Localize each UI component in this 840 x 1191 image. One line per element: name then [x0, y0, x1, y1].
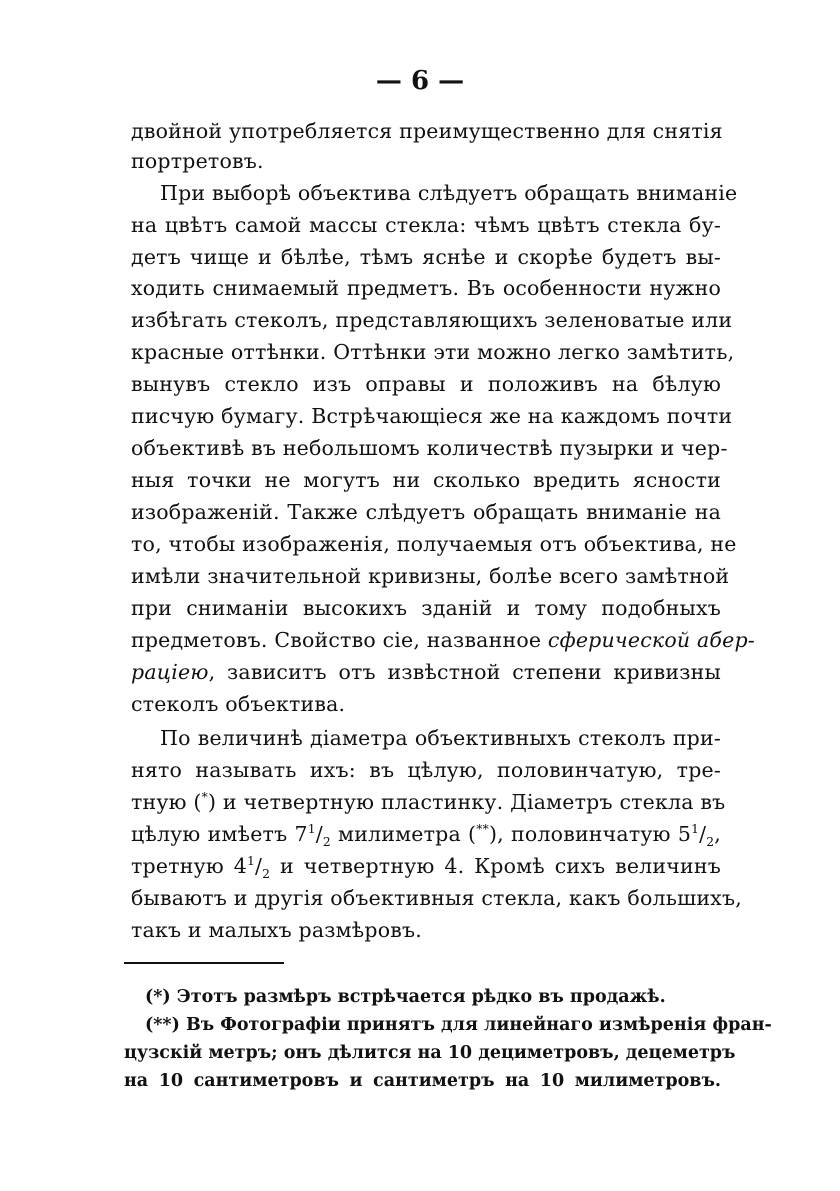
- page-number: — 6 —: [375, 66, 465, 96]
- text-line: третную $4^1/_2$ и четвертную 4. Кромѣ сихъ величинъ: [131, 854, 721, 882]
- footnote-2-line: [145, 1011, 772, 1039]
- text-span: тную (: [131, 790, 202, 814]
- text-line: при сниманіи высокихъ зданій и тому подобныхъ: [131, 596, 721, 620]
- text-line: ныя точки не могутъ ни сколько вредить ясности: [131, 468, 721, 492]
- footnote-2-line: на 10 сантиметровъ и сантиметръ на 10 милиметровъ.: [124, 1071, 721, 1091]
- text-line: объективѣ въ небольшомъ количествѣ пузырки и чер-: [131, 436, 728, 460]
- text-line: [131, 625, 755, 655]
- text-span: милиметра (: [330, 822, 477, 846]
- text-span: ,: [714, 822, 721, 846]
- footnote-separator: [124, 962, 284, 964]
- text-line: писчую бумагу. Встрѣчающіеся же на каждомъ почти: [131, 404, 733, 428]
- text-line: то, чтобы изображенія, получаемыя отъ объектива, не: [131, 532, 737, 556]
- footnote-text: Этотъ размѣръ встрѣчается рѣдко въ продажѣ.: [170, 987, 666, 1007]
- text-line: [131, 787, 726, 817]
- text-line: ходить снимаемый предметъ. Въ особенности нужно: [131, 276, 721, 300]
- text-line: избѣгать стеколъ, представляющихъ зеленоватые или: [131, 308, 733, 332]
- italic-term: сферической абер-: [547, 628, 755, 652]
- footnote-marker: (*): [145, 987, 171, 1007]
- footnote-marker: **: [476, 822, 489, 837]
- text-span: предметовъ. Свойство сіе, названное: [131, 628, 548, 652]
- text-line: на цвѣтъ самой массы стекла: чѣмъ цвѣтъ стекла бу-: [131, 213, 721, 237]
- fraction-numerator: 1: [307, 822, 316, 837]
- footnote-marker: (**): [145, 1015, 180, 1035]
- text-span: и четвертную 4. Кромѣ сихъ величинъ: [270, 854, 721, 878]
- text-line: красные оттѣнки. Оттѣнки эти можно легко замѣтить,: [131, 340, 735, 364]
- footnote-2-line: цузскій метръ; онъ дѣлится на 10 дециметровъ, децеметръ: [124, 1043, 736, 1063]
- footnote-1: [145, 983, 721, 1011]
- text-line: такъ и малыхъ размѣровъ.: [131, 918, 422, 942]
- text-span: цѣлую имѣетъ 7: [131, 822, 308, 846]
- text-span: третную 4: [131, 854, 248, 878]
- fraction-denominator: 2: [322, 835, 331, 850]
- text-span: ), половинчатую 5: [488, 822, 692, 846]
- text-line: По величинѣ діаметра объективныхъ стеколъ при-: [160, 726, 721, 750]
- italic-term: раціею: [131, 660, 209, 684]
- text-line: стеколъ объектива.: [131, 692, 346, 716]
- fraction-numerator: 1: [247, 854, 256, 869]
- text-line: портретовъ.: [131, 149, 264, 173]
- fraction-numerator: 1: [691, 822, 700, 837]
- footnote-marker: *: [201, 790, 208, 805]
- text-line: цѣлую имѣетъ $7^1/_2$ милиметра (**), половинчатую $5^1/_2$,: [131, 822, 721, 850]
- text-line: детъ чище и бѣлѣе, тѣмъ яснѣе и скорѣе будетъ вы-: [131, 245, 721, 269]
- fraction-denominator: 2: [262, 867, 271, 882]
- text-line: имѣли значительной кривизны, болѣе всего замѣтной: [131, 564, 730, 588]
- footnote-text: Въ Фотографіи принятъ для линейнаго измѣренія фран-: [179, 1015, 772, 1035]
- fraction-denominator: 2: [706, 835, 715, 850]
- text-line: бываютъ и другія объективныя стекла, какъ большихъ,: [131, 886, 742, 910]
- text-line: При выборѣ объектива слѣдуетъ обращать вниманіе: [160, 181, 738, 205]
- text-line: изображеній. Также слѣдуетъ обращать вниманіе на: [131, 500, 721, 524]
- text-span: ) и четвертную пластинку. Діаметръ стекла въ: [208, 790, 726, 814]
- text-line: нято называть ихъ: въ цѣлую, половинчатую, тре-: [131, 758, 721, 782]
- text-line: вынувъ стекло изъ оправы и положивъ на бѣлую: [131, 372, 721, 396]
- text-span: , зависитъ отъ извѣстной степени кривизны: [208, 660, 721, 684]
- text-line: [131, 657, 721, 687]
- text-line: двойной употребляется преимущественно для снятія: [131, 119, 723, 143]
